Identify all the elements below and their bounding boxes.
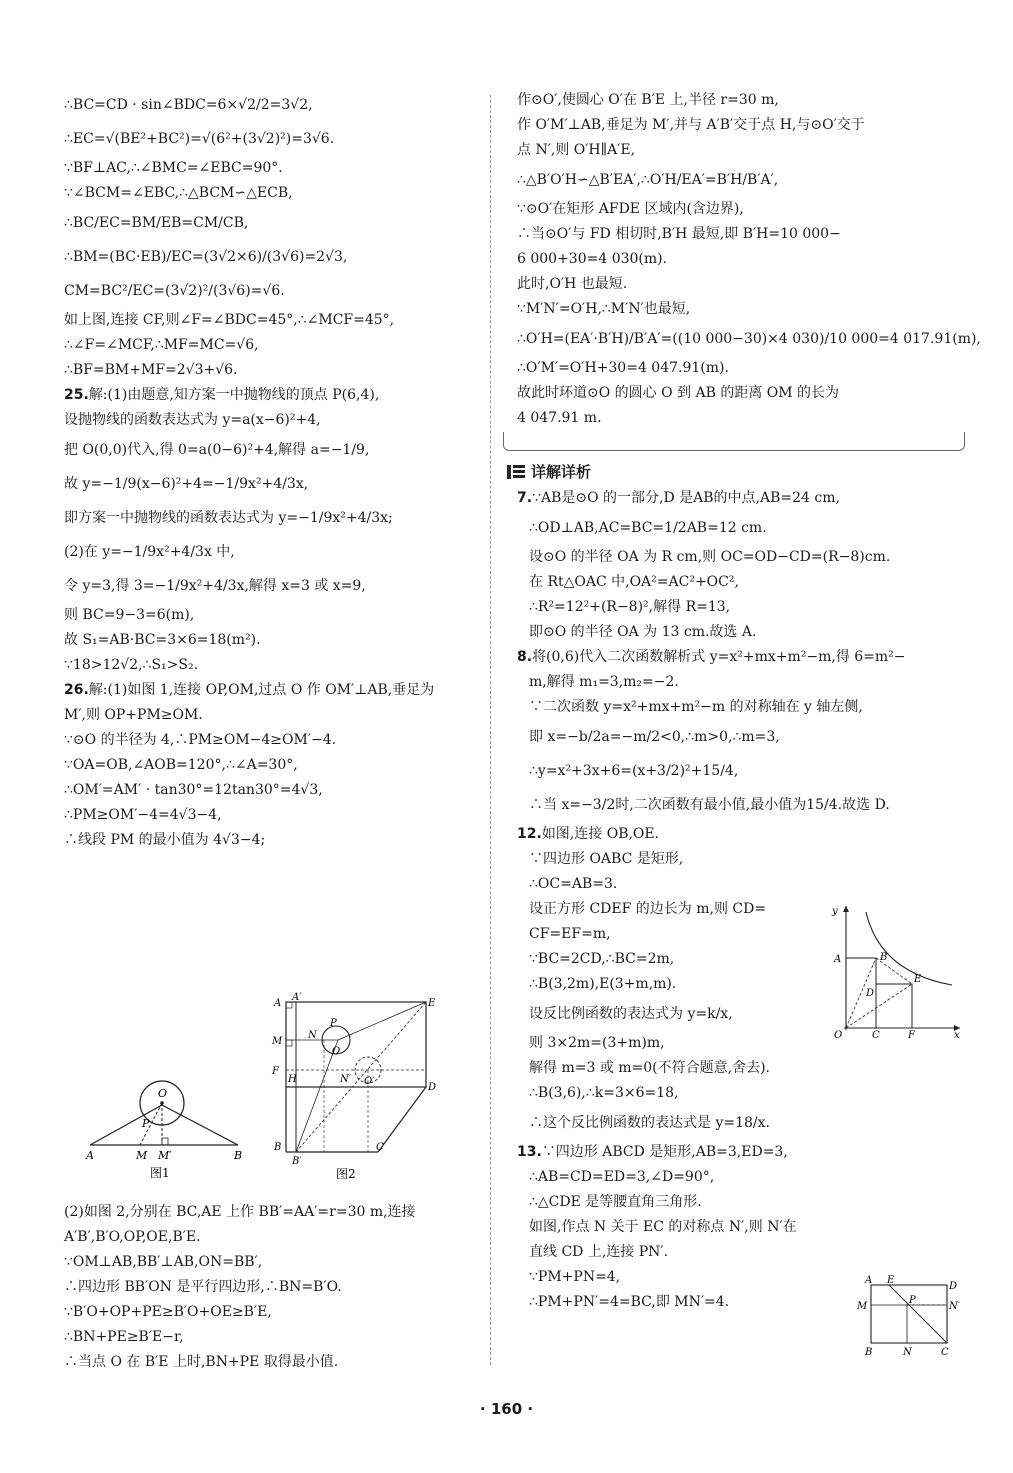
text-line (64, 358, 479, 383)
continuation-bracket (503, 432, 965, 451)
figure-q12 (822, 900, 967, 1040)
fig12-label: A (834, 954, 842, 965)
text-line (64, 1250, 479, 1275)
text-line (517, 297, 962, 322)
left-column (64, 88, 479, 853)
section-title: 详解详析 (531, 463, 592, 481)
line-text: ∴y=x²+3x+6=(x+3/2)²+15/4, (529, 763, 739, 779)
text-line (517, 545, 962, 570)
text-line (517, 645, 962, 670)
line-text: ∴OM′=AM′ · tan30°=12tan30°=4√3, (64, 782, 323, 798)
line-text: 设抛物线的函数表达式为 y=a(x−6)²+4, (64, 412, 321, 428)
line-text: 故 S₁=AB·BC=3×6=18(m²). (64, 632, 261, 648)
text-line (64, 88, 479, 122)
text-line (64, 433, 479, 467)
text-line (517, 486, 962, 511)
text-line (517, 1190, 962, 1215)
fig12-label: y (832, 906, 838, 917)
line-text: ∴△CDE 是等腰直角三角形. (529, 1194, 702, 1210)
fig13-label: B (865, 1347, 873, 1358)
text-line (517, 511, 962, 545)
text-line (64, 1350, 479, 1375)
fig12-label: x (954, 1030, 960, 1040)
column-divider (490, 95, 491, 1365)
line-text: ∴OD⊥AB,AC=BC=1/2AB=12 cm. (529, 520, 767, 536)
fig2-label: F (272, 1066, 279, 1077)
fig12-label: E (914, 974, 922, 985)
text-line (517, 847, 962, 872)
line-text: ∵AB是⊙O 的一部分,D 是AB的中点,AB=24 cm, (532, 490, 840, 506)
text-line (517, 670, 962, 695)
line-text: ∴B(3,2m),E(3+m,m). (529, 976, 677, 992)
text-line (64, 535, 479, 569)
fig13-label: E (887, 1275, 895, 1286)
fig13-label: N′ (949, 1301, 961, 1312)
section-header (507, 461, 591, 482)
text-line (517, 381, 962, 406)
text-line (64, 408, 479, 433)
line-text: ∵OM⊥AB,BB′⊥AB,ON=BB′, (64, 1254, 263, 1270)
fig12-label: D (866, 988, 875, 999)
line-text: M′,则 OP+PM≥OM. (64, 707, 203, 723)
text-line (517, 406, 962, 431)
question-number: 13. (517, 1144, 542, 1160)
line-text: 点 N′,则 O′H∥A′E, (517, 142, 636, 158)
text-line (64, 653, 479, 678)
text-line (64, 181, 479, 206)
text-line (64, 467, 479, 501)
line-text: 故 y=−1/9(x−6)²+4=−1/9x²+4/3x, (64, 476, 309, 492)
line-text: 设正方形 CDEF 的边长为 m,则 CD= (529, 901, 767, 917)
line-text: 故此时环道⊙O 的圆心 O 到 AB 的距离 OM 的长为 (517, 385, 840, 401)
line-text: 设反比例函数的表达式为 y=k/x, (529, 1006, 733, 1022)
text-line (64, 803, 479, 828)
text-line (517, 570, 962, 595)
fig12-label: O (834, 1030, 843, 1040)
text-line (517, 197, 962, 222)
fig2-label: A (274, 998, 282, 1009)
line-text: ∴BN+PE≥B′E−r, (64, 1329, 184, 1345)
text-line (64, 206, 479, 240)
text-line (64, 501, 479, 535)
fig13-label: A (865, 1275, 873, 1286)
line-text: ∴B(3,6),∴k=3×6=18, (529, 1085, 679, 1101)
line-text: ∵18>12√2,∴S₁>S₂. (64, 657, 199, 673)
text-line (64, 603, 479, 628)
fig2-label: B (274, 1142, 282, 1153)
fig2-label: A′ (292, 992, 302, 1003)
line-text: 4 047.91 m. (517, 410, 602, 426)
fig13-label: N (903, 1347, 912, 1358)
question-number: 7. (517, 490, 533, 506)
line-text: A′B′,B′O,OP,OE,B′E. (64, 1229, 201, 1245)
line-text: 如上图,连接 CF,则∠F=∠BDC=45°,∴∠MCF=45°, (64, 312, 395, 328)
text-line (517, 222, 962, 247)
line-text: m,解得 m₁=3,m₂=−2. (529, 674, 679, 690)
fig13-label: P (909, 1295, 916, 1306)
line-text: ∴BC=CD · sin∠BDC=6×√2/2=3√2, (64, 97, 313, 113)
text-line (517, 720, 962, 754)
line-text: 即⊙O 的半径 OA 为 13 cm.故选 A. (529, 624, 757, 640)
text-line (517, 1056, 962, 1081)
fig1-label: B (234, 1149, 243, 1162)
text-line (64, 1275, 479, 1300)
text-line (64, 333, 479, 358)
text-line (517, 1215, 962, 1240)
text-line (517, 1106, 962, 1140)
fig1-label: A (86, 1149, 94, 1162)
line-text: ∴PM+PN′=4=BC,即 MN′=4. (529, 1294, 730, 1310)
line-text: ∴线段 PM 的最小值为 4√3−4; (64, 832, 266, 848)
text-line (64, 1225, 479, 1250)
text-line (517, 356, 962, 381)
line-text: CM=BC²/EC=(3√2)²/(3√6)=√6. (64, 283, 285, 299)
line-text: ∴R²=12²+(R−8)²,解得 R=13, (529, 599, 731, 615)
fig2-label: N′ (340, 1074, 352, 1085)
text-line (517, 88, 962, 113)
line-text: ∵⊙O 的半径为 4,∴PM≥OM−4≥OM′−4. (64, 732, 337, 748)
text-line (64, 753, 479, 778)
fig1-label: O (158, 1087, 168, 1100)
text-line (64, 703, 479, 728)
fig2-label: B′ (292, 1156, 302, 1167)
line-text: 解:(1)如图 1,连接 OP,OM,过点 O 作 OM′⊥AB,垂足为 (88, 682, 435, 698)
text-line (517, 1165, 962, 1190)
question-number: 26. (64, 682, 89, 698)
text-line (517, 163, 962, 197)
fig1-label: M (136, 1149, 148, 1162)
text-line (64, 778, 479, 803)
line-text: 令 y=3,得 3=−1/9x²+4/3x,解得 x=3 或 x=9, (64, 578, 366, 594)
right-column-top (517, 88, 981, 431)
line-text: ∴BM=(BC·EB)/EC=(3√2×6)/(3√6)=2√3, (64, 249, 348, 265)
fig1-label: P (142, 1117, 150, 1130)
line-text: ∴当 x=−3/2时,二次函数有最小值,最小值为15/4.故选 D. (529, 797, 890, 813)
text-line (64, 122, 479, 156)
text-line (517, 620, 962, 645)
question-number: 8. (517, 649, 533, 665)
line-text: 将(0,6)代入二次函数解析式 y=x²+mx+m²−m,得 6=m²− (532, 649, 906, 665)
line-text: 如图,连接 OB,OE. (541, 826, 660, 842)
fig13-label: D (949, 1281, 958, 1292)
fig1-label: M′ (158, 1149, 172, 1162)
line-text: ∴O′H=(EA′·B′H)/B′A′=((10 000−30)×4 030)/10 000=4 017.91(m), (517, 331, 981, 347)
text-line (517, 822, 962, 847)
text-line (517, 695, 962, 720)
line-text: ∴BF=BM+MF=2√3+√6. (64, 362, 238, 378)
fig12-label: B (880, 952, 888, 963)
text-line (64, 828, 479, 853)
line-text: ∴这个反比例函数的表达式是 y=18/x. (529, 1115, 770, 1131)
fig12-label: C (872, 1030, 880, 1040)
line-text: 则 3×2m=(3+m)m, (529, 1035, 665, 1051)
line-text: ∴当⊙O′与 FD 相切时,B′H 最短,即 B′H=10 000− (517, 226, 841, 242)
line-text: ∵BC=2CD,∴BC=2m, (529, 951, 675, 967)
line-text: ∵B′O+OP+PE≥B′O+OE≥B′E, (64, 1304, 272, 1320)
fig2-label: H (288, 1074, 297, 1085)
line-text: 在 Rt△OAC 中,OA²=AC²+OC², (529, 574, 739, 590)
figure-q13 (855, 1275, 965, 1360)
page-number: · 160 · (479, 1400, 534, 1418)
text-line (64, 569, 479, 603)
section-icon (507, 465, 525, 479)
line-text: 即方案一中抛物线的函数表达式为 y=−1/9x²+4/3x; (64, 510, 393, 526)
figure-1 (80, 1075, 250, 1185)
fig2-label: M (272, 1036, 283, 1047)
line-text: 解:(1)由题意,知方案一中抛物线的顶点 P(6,4), (88, 387, 380, 403)
line-text: ∵四边形 ABCD 是矩形,AB=3,ED=3, (541, 1144, 788, 1160)
text-line (517, 272, 962, 297)
line-text: (2)在 y=−1/9x²+4/3x 中, (64, 544, 235, 560)
line-text: 即 x=−b/2a=−m/2<0,∴m>0,∴m=3, (529, 729, 780, 745)
text-line (64, 274, 479, 308)
text-line (517, 113, 962, 138)
line-text: ∴∠F=∠MCF,∴MF=MC=√6, (64, 337, 259, 353)
question-number: 12. (517, 826, 542, 842)
text-line (517, 788, 962, 822)
line-text: 把 O(0,0)代入,得 0=a(0−6)²+4,解得 a=−1/9, (64, 442, 370, 458)
text-line (517, 1140, 962, 1165)
fig2-label: C (376, 1142, 384, 1153)
line-text: ∵OA=OB,∠AOB=120°,∴∠A=30°, (64, 757, 298, 773)
line-text: ∴AB=CD=ED=3,∠D=90°, (529, 1169, 715, 1185)
text-line (517, 1081, 962, 1106)
line-text: CF=EF=m, (529, 926, 611, 942)
fig13-label: C (941, 1347, 949, 1358)
line-text: ∴O′M′=O′H+30=4 047.91(m). (517, 360, 729, 376)
text-line (517, 247, 962, 272)
fig2-caption: 图2 (336, 1167, 356, 1181)
line-text: 如图,作点 N 关于 EC 的对称点 N′,则 N′在 (529, 1219, 797, 1235)
text-line (64, 308, 479, 333)
fig2-label: O (332, 1046, 341, 1057)
text-line (517, 138, 962, 163)
text-line (517, 754, 962, 788)
line-text: ∴四边形 BB′ON 是平行四边形,∴BN=B′O. (64, 1279, 342, 1295)
figure-2 (268, 992, 448, 1185)
line-text: ∵二次函数 y=x²+mx+m²−m 的对称轴在 y 轴左侧, (529, 699, 863, 715)
line-text: ∵PM+PN=4, (529, 1269, 621, 1285)
line-text: 设⊙O 的半径 OA 为 R cm,则 OC=OD−CD=(R−8)cm. (529, 549, 891, 565)
line-text: 则 BC=9−3=6(m), (64, 607, 195, 623)
fig2-label: P (330, 1018, 337, 1029)
text-line (64, 1200, 479, 1225)
text-line (64, 156, 479, 181)
line-text: 作 O′M′⊥AB,垂足为 M′,并与 A′B′交于点 H,与⊙O′交于 (517, 117, 865, 133)
text-line (517, 595, 962, 620)
line-text: ∵⊙O′在矩形 AFDE 区域内(含边界), (517, 201, 744, 217)
text-line (517, 872, 962, 897)
fig13-label: M (857, 1301, 868, 1312)
line-text: 此时,O′H 也最短. (517, 276, 628, 292)
text-line (64, 1325, 479, 1350)
line-text: ∴OC=AB=3. (529, 876, 618, 892)
text-line (64, 1300, 479, 1325)
line-text: (2)如图 2,分别在 BC,AE 上作 BB′=AA′=r=30 m,连接 (64, 1204, 416, 1220)
fig1-caption: 图1 (150, 1166, 170, 1180)
line-text: 6 000+30=4 030(m). (517, 251, 668, 267)
text-line (517, 322, 981, 356)
fig2-label: O′ (364, 1076, 375, 1087)
line-text: 直线 CD 上,连接 PN′. (529, 1244, 669, 1260)
text-line (64, 383, 479, 408)
line-text: ∴EC=√(BE²+BC²)=√(6²+(3√2)²)=3√6. (64, 131, 335, 147)
fig2-label: E (428, 998, 436, 1009)
line-text: 作⊙O′,使圆心 O′在 B′E 上,半径 r=30 m, (517, 92, 779, 108)
fig2-label: N (308, 1030, 317, 1041)
fig2-label: D (428, 1082, 437, 1093)
line-text: ∴BC/EC=BM/EB=CM/CB, (64, 215, 249, 231)
line-text: ∵M′N′=O′H,∴M′N′也最短, (517, 301, 691, 317)
question-number: 25. (64, 387, 89, 403)
text-line (64, 678, 479, 703)
text-line (64, 728, 479, 753)
text-line (517, 1240, 962, 1265)
line-text: ∴PM≥OM′−4=4√3−4, (64, 807, 222, 823)
left-column-part2 (64, 1200, 479, 1375)
text-line (64, 240, 479, 274)
line-text: ∵BF⊥AC,∴∠BMC=∠EBC=90°. (64, 160, 283, 176)
line-text: ∴当点 O 在 B′E 上时,BN+PE 取得最小值. (64, 1354, 339, 1370)
text-line (64, 628, 479, 653)
fig12-label: F (908, 1030, 915, 1040)
line-text: 解得 m=3 或 m=0(不符合题意,舍去). (529, 1060, 771, 1076)
line-text: ∴△B′O′H∽△B′EA′,∴O′H/EA′=B′H/B′A′, (517, 172, 779, 188)
line-text: ∵∠BCM=∠EBC,∴△BCM∽△ECB, (64, 185, 293, 201)
line-text: ∵四边形 OABC 是矩形, (529, 851, 684, 867)
